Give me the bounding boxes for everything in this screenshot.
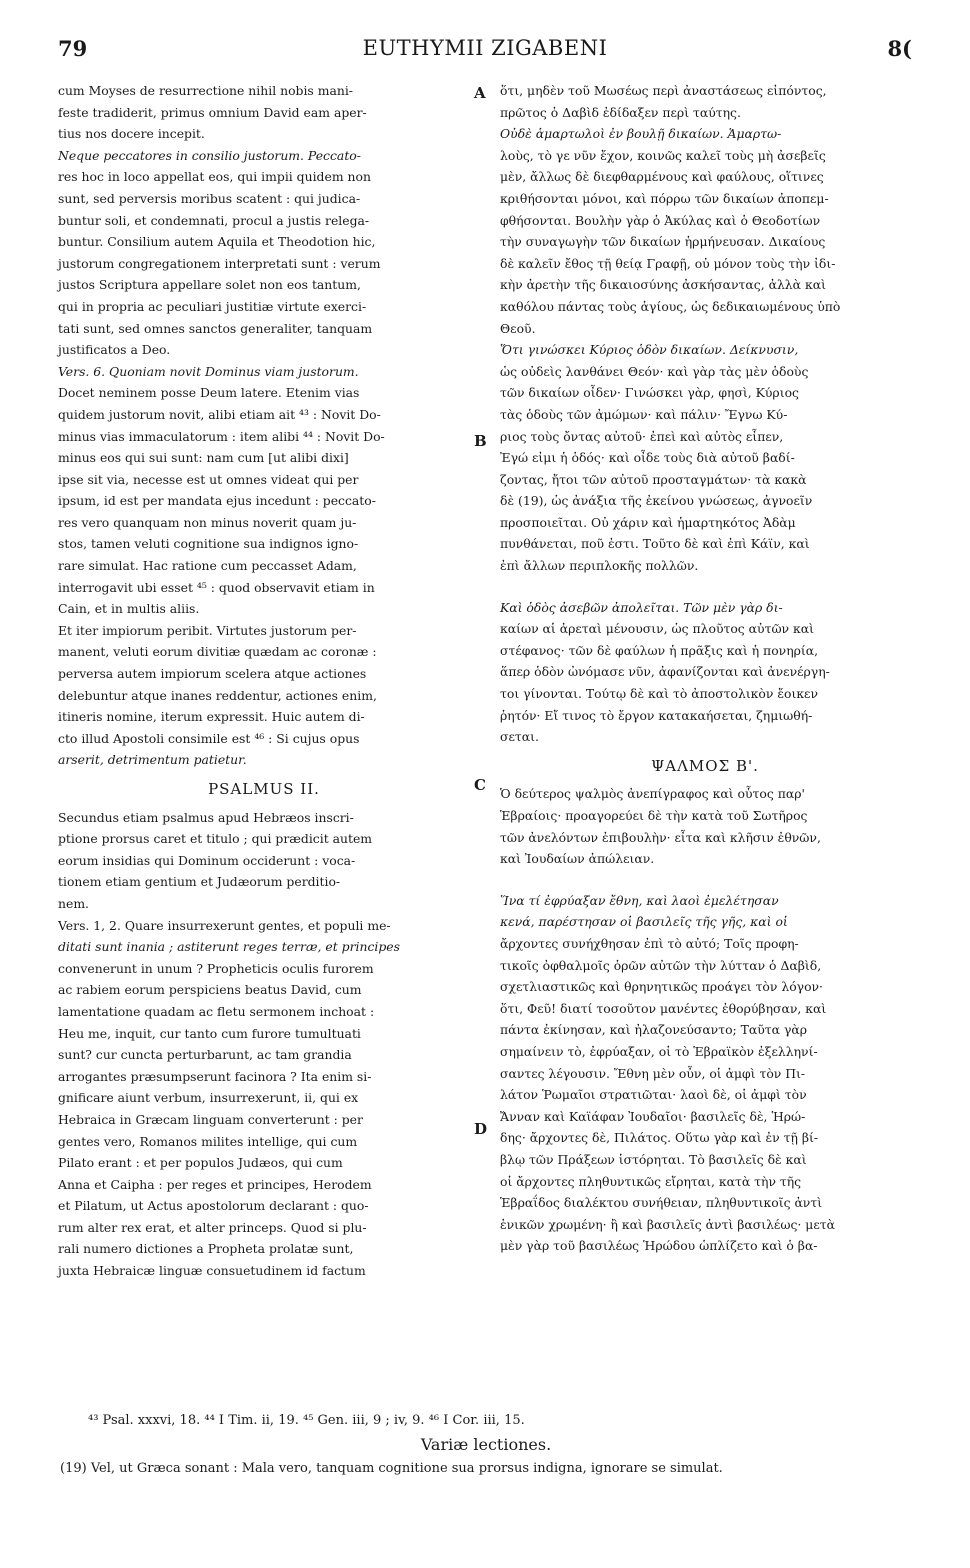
greek-line: σημαίνειν τὸ, ἐφρύαξαν, οἱ τὸ Ἑβραϊκὸν ἐξελληνί-: [500, 1043, 818, 1059]
latin-line: juxta Hebraicæ linguæ consuetudinem id factum: [58, 1263, 366, 1279]
margin-letter-a: A: [474, 84, 486, 102]
greek-line: κενά, παρέστησαν οἱ βασιλεῖς τῆς γῆς, καὶ οἱ: [500, 914, 788, 930]
greek-line: Καὶ ὁδὸς ἀσεβῶν ἀπολεῖται. Τῶν μὲν γὰρ δι-: [500, 599, 783, 615]
latin-line: gnificare aiunt verbum, insurrexerunt, ii, qui ex: [58, 1090, 359, 1106]
greek-line: ἄρχοντες συνήχθησαν ἐπὶ τὸ αὐτό; Τοῖς προφη-: [500, 935, 799, 951]
greek-line: λάτον Ῥωμαῖοι στρατιῶται· λαοὶ δὲ, οἱ ἀμφὶ τὸν: [500, 1087, 807, 1103]
greek-line: τῶν ἀνελόντων ἐπιβουλὴν· εἶτα καὶ κλῆσιν ἐθνῶν,: [500, 829, 821, 845]
greek-line: οἱ ἄρχοντες πληθυντικῶς εἴρηται, κατὰ τὴν τῆς: [500, 1173, 802, 1189]
margin-letter-b: B: [474, 432, 487, 450]
latin-line: Anna et Caipha : per reges et principes, Herodem: [58, 1176, 372, 1192]
latin-line: Heu me, inquit, cur tanto cum furore tumultuati: [58, 1025, 361, 1041]
greek-line: καὶ Ἰουδαίων ἀπώλειαν.: [500, 851, 655, 867]
latin-line: minus vias immaculatorum : item alibi ⁴⁴ : Novit Do-: [58, 428, 385, 444]
latin-line: minus eos qui sui sunt: nam cum [ut alibi dixi]: [58, 450, 349, 466]
greek-line: δὲ (19), ὡς ἀνάξια τῆς ἐκείνου γνώσεως, ἀγνοεῖν: [500, 493, 813, 509]
greek-line: Ὅτι γινώσκει Κύριος ὁδὸν δικαίων. Δείκνυσιν,: [500, 342, 799, 358]
latin-line: tionem etiam gentium et Judæorum perditio-: [58, 874, 341, 890]
latin-line: Pilato erant : et per populos Judæos, qui cum: [58, 1155, 343, 1171]
greek-line: ἅπερ ὁδὸν ὠνόμασε νῦν, ἀφανίζονται καὶ ἀνενέργη-: [500, 664, 830, 680]
margin-letter-c: C: [474, 776, 486, 794]
latin-line: interrogavit ubi esset ⁴⁵ : quod observavit etiam in: [58, 579, 375, 595]
latin-line: Neque peccatores in consilio justorum. Peccato-: [58, 147, 361, 163]
greek-line: δης· ἄρχοντες δὲ, Πιλάτος. Οὕτω γὰρ καὶ ἐν τῇ βί-: [500, 1130, 819, 1146]
greek-line: τοι γίνονται. Τούτῳ δὲ καὶ τὸ ἀποστολικὸν ἔοικεν: [500, 686, 819, 702]
greek-line: πυνθάνεται, ποῦ ἐστι. Τοῦτο δὲ καὶ ἐπὶ Κάϊν, καὶ: [500, 536, 810, 552]
margin-letter-d: D: [474, 1120, 488, 1138]
latin-line: Docet neminem posse Deum latere. Etenim vias: [58, 385, 360, 401]
greek-line: Ὁ δεύτερος ψαλμὸς ἀνεπίγραφος καὶ οὗτος παρ': [500, 786, 805, 802]
footnote-references: ⁴³ Psal. xxxvi, 18. ⁴⁴ I Tim. ii, 19. ⁴⁵ Gen. iii, 9 ; iv, 9. ⁴⁶ I Cor. iii, 15.: [88, 1413, 525, 1428]
greek-line: πάντα ἐκίνησαν, καὶ ἠλαζονεύσαντο; Ταῦτα γὰρ: [500, 1022, 808, 1038]
latin-line: buntur soli, et condemnati, procul a justis relega-: [58, 212, 370, 228]
latin-line: manent, veluti eorum divitiæ quædam ac coronæ :: [58, 644, 377, 660]
greek-line: Ἑβραΐδος διαλέκτου συνήθειαν, πληθυντικοῖς ἀντὶ: [500, 1195, 823, 1211]
greek-line: δὲ καλεῖν ἔθος τῇ θείᾳ Γραφῇ, οὐ μόνον τοὺς τὴν ἰδι-: [500, 255, 836, 271]
latin-line: feste tradiderit, primus omnium David eam aper-: [58, 104, 367, 120]
latin-line: justos Scriptura appellare solet non eos tantum,: [58, 277, 361, 293]
greek-line: τὴν συναγωγὴν τῶν δικαίων ἡρμήνευσαν. Δικαίους: [500, 234, 826, 250]
latin-line: perversa autem impiorum scelera atque actiones: [58, 666, 367, 682]
greek-line: ριος τοὺς ὄντας αὐτοῦ· ἐπεὶ καὶ αὐτὸς εἶπεν,: [500, 428, 784, 444]
greek-line: τὰς ὁδοὺς τῶν ἀμώμων· καὶ πάλιν· Ἔγνω Κύ-: [500, 406, 788, 422]
latin-line: arserit, detrimentum patietur.: [58, 752, 247, 768]
greek-line: Ἄνναν καὶ Καϊάφαν Ἰουδαῖοι· βασιλεῖς δὲ, Ἡρώ-: [500, 1108, 806, 1124]
greek-line: σχετλιαστικῶς καὶ θρηνητικῶς προάγει τὸν λόγον·: [500, 979, 823, 995]
latin-line: ipsum, id est per mandata ejus incedunt : peccato-: [58, 493, 376, 509]
latin-line: res vero quanquam non minus noverit quam ju-: [58, 514, 357, 530]
latin-line: Et iter impiorum peribit. Virtutes justorum per-: [58, 622, 357, 638]
latin-line: ipse sit via, necesse est ut omnes videat qui per: [58, 471, 359, 487]
greek-line: προσποιεῖται. Οὐ χάριν καὶ ἡμαρτηκότος Ἀδὰμ: [500, 514, 796, 530]
greek-line: καίων αἱ ἀρεταὶ μένουσιν, ὡς πλοῦτος αὐτῶν καὶ: [500, 621, 814, 637]
latin-line: eorum insidias qui Dominum occiderunt : voca-: [58, 852, 356, 868]
latin-line: cum Moyses de resurrectione nihil nobis mani-: [58, 83, 353, 98]
latin-line: Cain, et in multis aliis.: [58, 601, 200, 617]
greek-line: Θεοῦ.: [500, 320, 536, 336]
latin-line: itineris nomine, iterum expressit. Huic autem di-: [58, 709, 365, 725]
greek-line: στέφανος· τῶν δὲ φαύλων ἡ πρᾶξις καὶ ἡ πονηρία,: [500, 642, 819, 658]
greek-column: [500, 80, 910, 1257]
latin-line: sunt, sed perversis moribus scatent : qui judica-: [58, 190, 361, 206]
variae-lectiones-heading: Variæ lectiones.: [420, 1435, 552, 1454]
greek-line: κριθήσονται μόνοι, καὶ πόρρω τῶν δικαίων ἀποπεμ-: [500, 190, 829, 206]
latin-line: ac rabiem eorum perspiciens beatus David, cum: [58, 982, 362, 998]
greek-line: ἑνικῶν χρωμένη· ἢ καὶ βασιλεῖς ἀντὶ βασιλέως· μετὰ: [500, 1216, 835, 1232]
latin-line: ditati sunt inania ; astiterunt reges terræ, et principes: [58, 939, 400, 955]
greek-line: φθήσονται. Βουλὴν γὰρ ὁ Ἀκύλας καὶ ὁ Θεοδοτίων: [500, 212, 821, 228]
greek-psalm-heading: ΨΑΛΜΟΣ Β'.: [651, 756, 759, 775]
greek-line: ὡς οὐδεὶς λανθάνει Θεόν· καὶ γὰρ τὰς μὲν ὁδοὺς: [500, 363, 809, 379]
latin-line: nem.: [58, 895, 90, 911]
greek-line: Ἑβραίοις· προαγορεύει δὲ τὴν κατὰ τοῦ Σωτῆρος: [500, 808, 808, 823]
latin-line: et Pilatum, ut Actus apostolorum declarant : quo-: [58, 1198, 369, 1214]
running-title: EUTHYMII ZIGABENI: [362, 36, 608, 60]
greek-line: τικοῖς ὀφθαλμοῖς ὁρῶν αὐτῶν τὴν λύτταν ὁ Δαβὶδ,: [500, 957, 822, 973]
latin-line: lamentatione quadam ac fletu sermonem inchoat :: [58, 1003, 375, 1019]
greek-line: ῥητόν· Εἴ τινος τὸ ἔργον κατακαήσεται, ζημιωθή-: [500, 707, 813, 723]
greek-line: Ἵνα τί ἐφρύαξαν ἔθνη, καὶ λαοὶ ἐμελέτησαν: [500, 892, 779, 908]
latin-line: stos, tamen veluti cognitione sua indignos igno-: [58, 536, 359, 552]
latin-psalm-heading: PSALMUS II.: [208, 780, 320, 798]
latin-line: qui in propria ac peculiari justitiæ virtute exerci-: [58, 298, 367, 314]
greek-line: Οὐδὲ ἁμαρτωλοὶ ἐν βουλῇ δικαίων. Ἁμαρτω-: [500, 126, 782, 142]
latin-column: [58, 80, 470, 1282]
greek-line: Ἐγώ εἰμι ἡ ὁδός· καὶ οἶδε τοὺς διὰ αὐτοῦ βαδί-: [500, 450, 795, 466]
latin-line: gentes vero, Romanos milites intellige, qui cum: [58, 1133, 358, 1149]
variae-lectiones-note: (19) Vel, ut Græca sonant : Mala vero, tanquam cognitione sua prorsus indigna, ignorare se simulat.: [60, 1461, 723, 1476]
footnotes: [60, 1410, 912, 1480]
greek-line: καθόλου πάντας τοὺς ἁγίους, ὡς δεδικαιωμένους ὑπὸ: [500, 298, 841, 314]
greek-line: μὲν γὰρ τοῦ βασιλέως Ἡρώδου ὡπλίζετο καὶ ὁ βα-: [500, 1238, 818, 1254]
greek-line: λοὺς, τὸ γε νῦν ἔχον, κοινῶς καλεῖ τοὺς μὴ ἀσεβεῖς: [500, 147, 826, 163]
latin-line: convenerunt in unum ? Propheticis oculis furorem: [58, 960, 374, 976]
latin-line: delebuntur atque inanes reddentur, actiones enim,: [58, 687, 377, 703]
greek-line: πρῶτος ὁ Δαβὶδ ἐδίδαξεν περὶ ταύτης.: [500, 104, 741, 120]
greek-line: ἐπὶ ἄλλων περιπλοκῆς πολλῶν.: [500, 558, 699, 574]
greek-line: σεται.: [500, 729, 539, 745]
page-header: [58, 36, 912, 66]
latin-line: tius nos docere incepit.: [58, 126, 205, 142]
latin-line: rum alter rex erat, et alter princeps. Quod si plu-: [58, 1219, 367, 1235]
greek-line: ζοντας, ἤτοι τῶν αὐτοῦ προσταγμάτων· τὰ κακὰ: [500, 471, 807, 487]
latin-line: cto illud Apostoli consimile est ⁴⁶ : Si cujus opus: [58, 730, 360, 746]
latin-line: buntur. Consilium autem Aquila et Theodotion hic,: [58, 234, 376, 250]
greek-line: ὅτι, Φεῦ! διατί τοσοῦτον μανέντες ἐθορύβησαν, καὶ: [500, 1000, 827, 1016]
latin-line: sunt? cur cuncta perturbarunt, ac tam grandia: [58, 1047, 352, 1063]
latin-line: arrogantes præsumpserunt facinora ? Ita enim si-: [58, 1068, 372, 1084]
latin-line: ptione prorsus caret et titulo ; qui prædicit autem: [58, 831, 373, 847]
latin-line: justorum congregationem interpretati sunt : verum: [58, 255, 381, 271]
page-number-left: 79: [58, 36, 88, 61]
page-number-right: 8(: [887, 36, 912, 61]
latin-line: tati sunt, sed omnes sanctos generaliter, tanquam: [58, 320, 373, 336]
latin-line: Vers. 6. Quoniam novit Dominus viam justorum.: [58, 363, 359, 379]
greek-line: σαντες λέγουσιν. Ἔθνη μὲν οὖν, οἱ ἀμφὶ τὸν Πι-: [500, 1065, 806, 1081]
latin-line: rali numero dictiones a Propheta prolatæ sunt,: [58, 1241, 354, 1257]
latin-line: Secundus etiam psalmus apud Hebræos inscri-: [58, 809, 354, 825]
latin-line: res hoc in loco appellat eos, qui impii quidem non: [58, 169, 371, 185]
greek-line: μὲν, ἄλλως δὲ διεφθαρμένους καὶ φαύλους, οἵτινες: [500, 169, 824, 185]
greek-line: τῶν δικαίων οἶδεν· Γινώσκει γὰρ, φησὶ, Κύριος: [500, 385, 799, 401]
latin-line: rare simulat. Hac ratione cum peccasset Adam,: [58, 558, 357, 574]
greek-line: κὴν ἀρετὴν τῆς δικαιοσύνης ἀσκήσαντας, ἀλλὰ καὶ: [500, 277, 826, 293]
latin-line: Hebraica in Græcam linguam converterunt : per: [58, 1111, 363, 1127]
greek-line: ὅτι, μηδὲν τοῦ Μωσέως περὶ ἀναστάσεως εἰπόντος,: [500, 83, 827, 98]
latin-line: quidem justorum novit, alibi etiam ait ⁴³ : Novit Do-: [58, 406, 381, 422]
latin-line: Vers. 1, 2. Quare insurrexerunt gentes, et populi me-: [58, 917, 391, 933]
greek-line: βλῳ τῶν Πράξεων ἱστόρηται. Τὸ βασιλεῖς δὲ καὶ: [500, 1151, 807, 1167]
latin-line: justificatos a Deo.: [58, 342, 171, 358]
